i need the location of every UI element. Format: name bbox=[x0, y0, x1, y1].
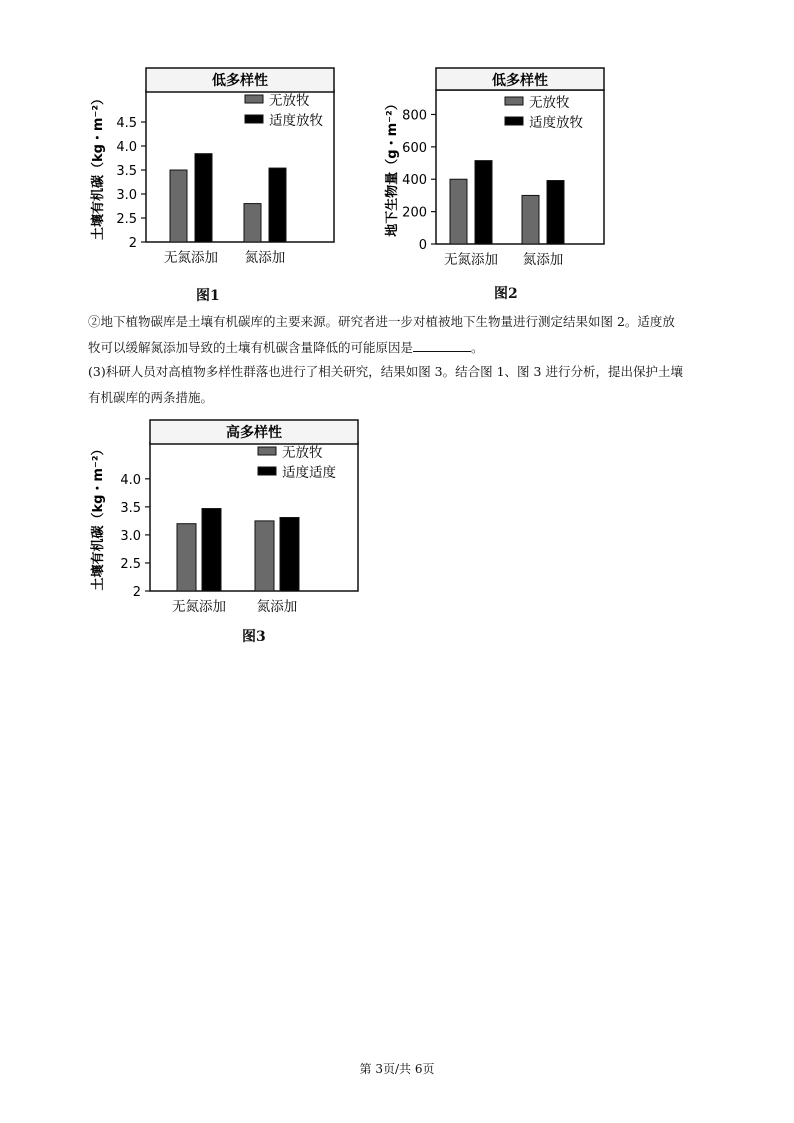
x-tick-label: 无氮添加 bbox=[164, 250, 218, 266]
x-tick-label: 氮添加 bbox=[522, 252, 564, 268]
y-tick-label: 600 bbox=[402, 140, 427, 156]
bar bbox=[522, 195, 539, 244]
chart-fig3-svg bbox=[88, 416, 378, 621]
y-tick-label: 2.5 bbox=[120, 556, 141, 572]
paragraph-line bbox=[88, 335, 718, 361]
bar bbox=[547, 181, 564, 244]
bar bbox=[280, 518, 299, 591]
bar bbox=[177, 524, 196, 591]
bar bbox=[244, 204, 261, 242]
question-paragraph-2 bbox=[88, 309, 718, 361]
y-tick-label: 3.0 bbox=[116, 188, 137, 203]
legend-label: 无放牧 bbox=[282, 445, 323, 461]
y-tick-label: 2 bbox=[132, 585, 141, 600]
y-tick-label: 800 bbox=[402, 108, 427, 124]
y-tick-label: 3.5 bbox=[116, 164, 137, 179]
legend-swatch bbox=[245, 95, 263, 103]
y-tick-label: 2.5 bbox=[116, 212, 137, 227]
x-tick-label: 无氮添加 bbox=[172, 599, 226, 615]
y-tick-label: 200 bbox=[402, 205, 427, 221]
paragraph-line: 有机碳库的两条措施。 bbox=[88, 390, 214, 405]
legend-label: 无放牧 bbox=[529, 95, 570, 111]
y-axis-label: 地下生物量（g・m⁻²） bbox=[385, 97, 400, 237]
paragraph-text: 。 bbox=[471, 340, 484, 355]
legend-swatch bbox=[505, 117, 523, 125]
caption-fig1: 图1 bbox=[196, 288, 220, 304]
chart-title: 低多样性 bbox=[212, 73, 268, 89]
chart-title: 高多样性 bbox=[226, 425, 282, 441]
y-tick-label: 4.0 bbox=[116, 140, 137, 155]
chart-fig2 bbox=[384, 62, 624, 272]
x-tick-label: 氮添加 bbox=[244, 250, 286, 266]
x-tick-label: 无氮添加 bbox=[444, 252, 498, 268]
y-axis-label: 土壤有机碳（kg・m⁻²） bbox=[91, 91, 106, 241]
caption-fig3: 图3 bbox=[242, 629, 266, 645]
legend-label: 适度放牧 bbox=[529, 115, 583, 131]
chart-fig1 bbox=[88, 62, 348, 272]
y-tick-label: 4.0 bbox=[120, 472, 141, 488]
chart-fig1-svg bbox=[88, 62, 348, 272]
paragraph-line: (3)科研人员对高植物多样性群落也进行了相关研究，结果如图 3。结合图 1、图 3 进行分析，提出保护土壤 bbox=[88, 364, 683, 379]
y-tick-label: 4.5 bbox=[116, 116, 137, 131]
legend-label: 无放牧 bbox=[269, 93, 310, 109]
x-tick-label: 氮添加 bbox=[256, 599, 298, 615]
chart-title: 低多样性 bbox=[492, 73, 548, 89]
bar bbox=[255, 521, 274, 591]
answer-blank[interactable] bbox=[413, 339, 471, 352]
legend-swatch bbox=[245, 115, 263, 123]
paragraph-line: ②地下植物碳库是土壤有机碳库的主要来源。研究者进一步对植被地下生物量进行测定结果如图 2。适度放 bbox=[88, 314, 675, 329]
y-tick-label: 3.0 bbox=[120, 528, 141, 544]
y-tick-label: 3.5 bbox=[120, 500, 141, 516]
bar bbox=[269, 168, 286, 242]
y-tick-label: 400 bbox=[402, 173, 427, 189]
legend-swatch bbox=[505, 97, 523, 105]
y-tick-label: 0 bbox=[418, 238, 427, 253]
legend-label: 适度放牧 bbox=[269, 113, 323, 129]
bar bbox=[450, 179, 467, 244]
legend-swatch bbox=[258, 447, 276, 455]
legend-label: 适度适度 bbox=[282, 465, 336, 481]
page-footer: 第 3页/共 6页 bbox=[359, 1062, 435, 1076]
bar bbox=[202, 509, 221, 591]
y-tick-label: 2 bbox=[128, 236, 137, 251]
y-axis-label: 土壤有机碳（kg・m⁻²） bbox=[91, 442, 106, 591]
legend-swatch bbox=[258, 467, 276, 475]
bar bbox=[475, 161, 492, 244]
paragraph-text: 牧可以缓解氮添加导致的土壤有机碳含量降低的可能原因是 bbox=[88, 340, 414, 355]
caption-fig2: 图2 bbox=[494, 286, 518, 302]
chart-fig3 bbox=[88, 416, 378, 621]
bar bbox=[195, 154, 212, 242]
question-paragraph-3 bbox=[88, 359, 718, 411]
chart-fig2-svg bbox=[384, 62, 624, 272]
bar bbox=[170, 170, 187, 242]
